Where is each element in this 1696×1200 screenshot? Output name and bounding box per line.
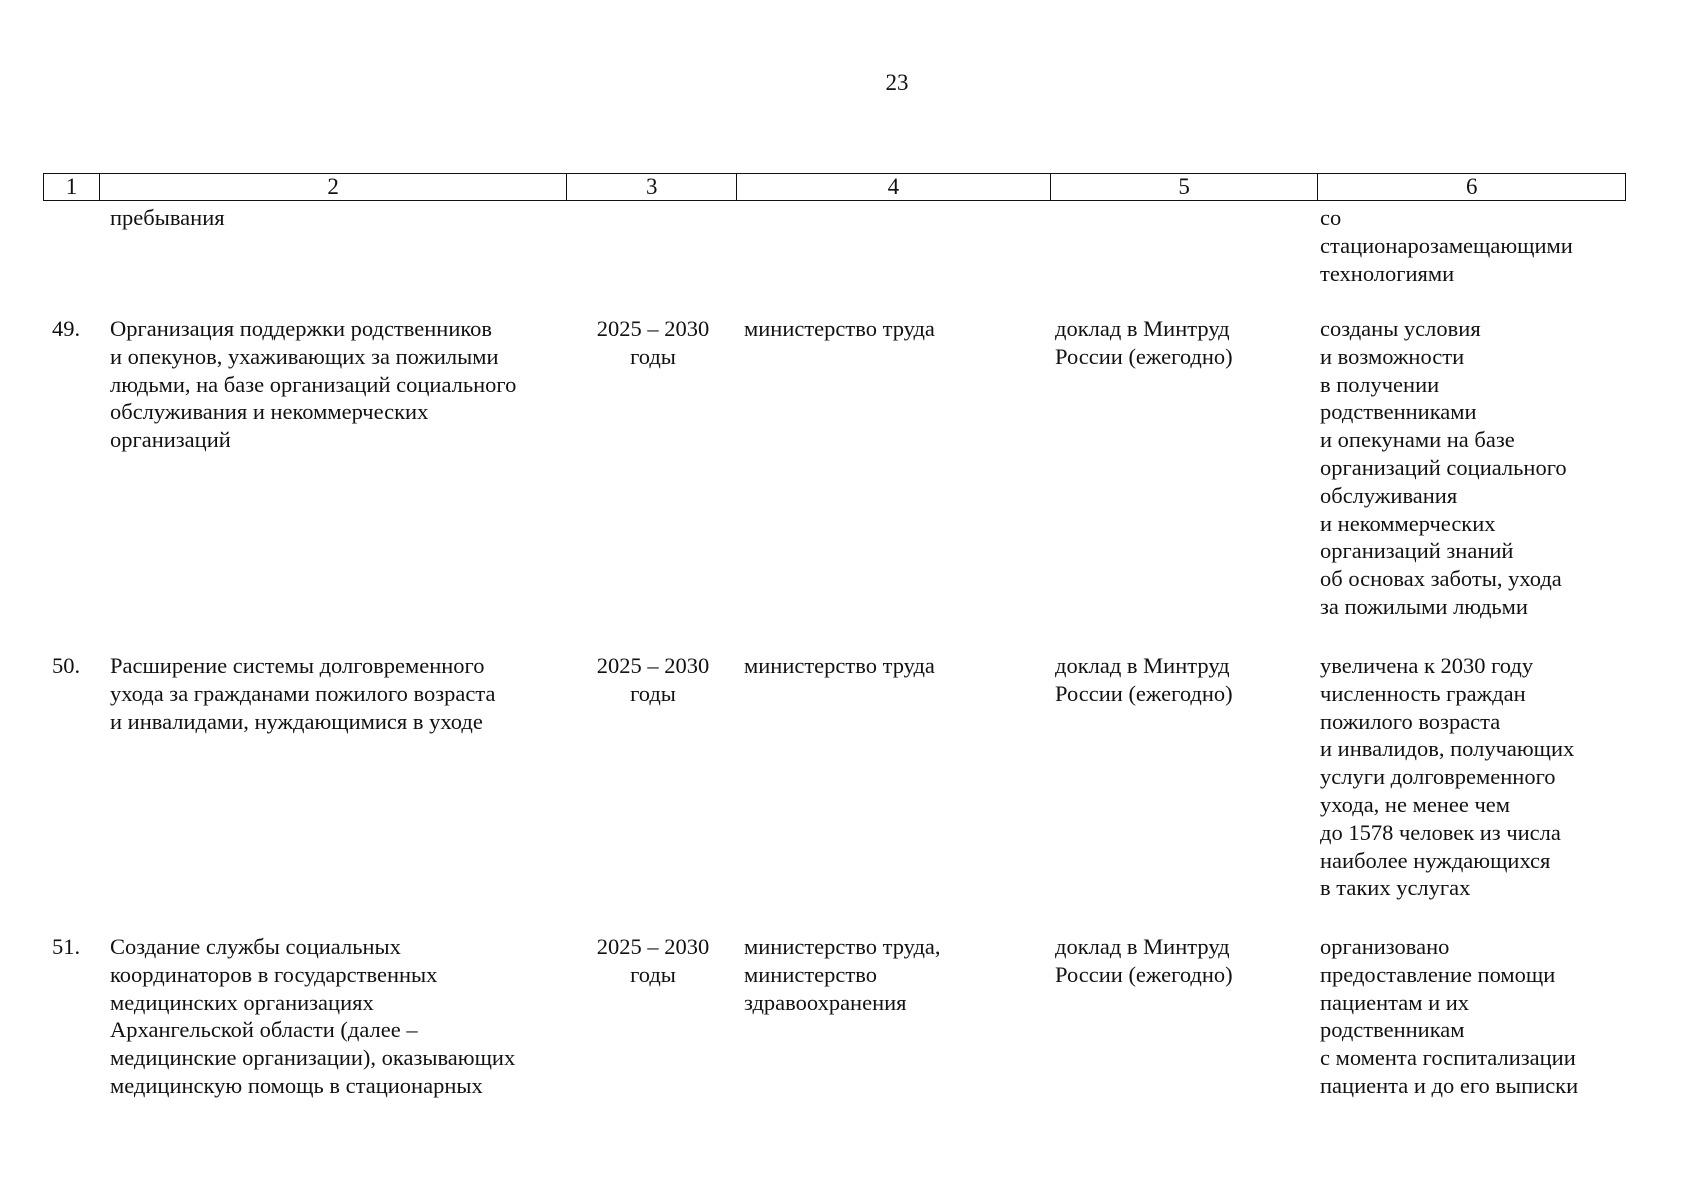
continuation-activity: пребывания <box>110 205 225 230</box>
continuation-result: со стационарозамещающими технологиями <box>1320 205 1573 286</box>
header-cell-1: 1 <box>44 174 100 200</box>
row-period: 2025 – 2030 годы <box>596 653 710 706</box>
header-cell-5: 5 <box>1051 174 1319 200</box>
header-cell-6: 6 <box>1465 174 1478 199</box>
row-report: доклад в Минтруд России (ежегодно) <box>1055 934 1233 987</box>
row-result: увеличена к 2030 году численность граждан пожилого возраста и инвалидов, получающих услуги долговременного ухода, не менее чем до 1578 человек из числа наиболее нуждающихся в таких услугах <box>1320 653 1575 901</box>
header-cell-2: 2 <box>100 174 567 200</box>
row-executor: министерство труда <box>744 316 935 341</box>
row-result: организовано предоставление помощи пациентам и их родственникам с момента госпитализации пациента и до его выписки <box>1320 934 1579 1098</box>
row-executor: министерство труда, министерство здравоохранения <box>744 934 941 1015</box>
row-activity: Организация поддержки родственников и опекунов, ухаживающих за пожилыми людьми, на базе организаций социального обслуживания и некоммерческих организаций <box>110 316 517 453</box>
row-executor: министерство труда <box>744 653 935 678</box>
row-number: 50. <box>52 653 81 678</box>
row-number: 51. <box>52 934 81 959</box>
row-result: созданы условия и возможности в получении родственниками и опекунами на базе организаций социального обслуживания и некоммерческих организаций знаний об основах заботы, ухода за пожилыми людьми <box>1320 316 1567 619</box>
row-period: 2025 – 2030 годы <box>596 316 710 369</box>
header-cell-3: 3 <box>567 174 737 200</box>
header-cell-4: 4 <box>737 174 1051 200</box>
row-activity: Создание службы социальных координаторов в государственных медицинских организациях Архангельской области (далее – медицинские организации), оказывающих медицинскую помощь в стационарных <box>110 934 516 1098</box>
row-report: доклад в Минтруд России (ежегодно) <box>1055 316 1233 369</box>
page-number: 23 <box>885 70 909 95</box>
row-report: доклад в Минтруд России (ежегодно) <box>1055 653 1233 706</box>
row-number: 49. <box>52 316 81 341</box>
table-header-row <box>43 173 1626 201</box>
row-period: 2025 – 2030 годы <box>596 934 710 987</box>
row-activity: Расширение системы долговременного ухода за гражданами пожилого возраста и инвалидами, нуждающимися в уходе <box>110 653 496 734</box>
